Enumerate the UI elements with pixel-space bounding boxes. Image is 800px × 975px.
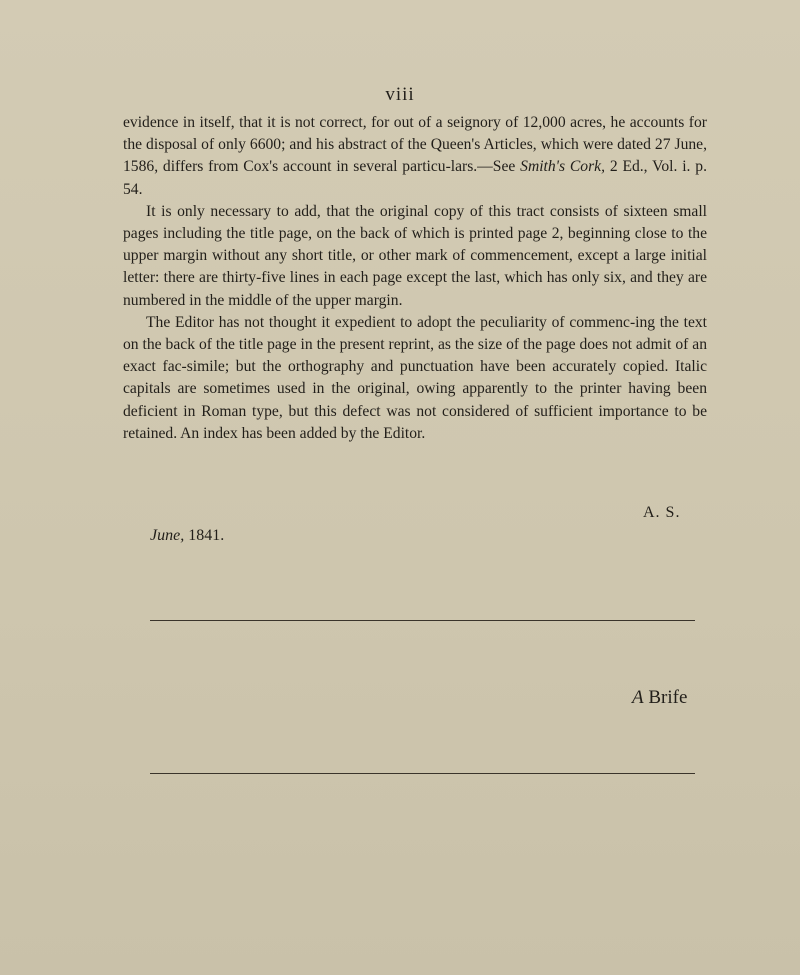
catchword-italic: A	[632, 687, 644, 708]
paragraph-2: It is only necessary to add, that the original copy of this tract consists of sixteen small pages including the title page, on the back of which is printed page 2, beginning close to the upper margin without any short title, or other mark of commencement, except a large initial letter: there are thirty-five lines in each page except the last, which has only six, and they are numbered in the middle of the upper margin.	[123, 202, 707, 309]
citation-title: Smith's Cork,	[520, 158, 605, 176]
dateline	[150, 527, 224, 545]
date-year: 1841.	[184, 527, 225, 544]
citation-details: 2 Ed., Vol. i. p. 54.	[123, 158, 707, 198]
paragraph-1	[123, 112, 707, 201]
top-rule	[150, 620, 695, 621]
editor-signature: A. S.	[643, 504, 681, 521]
paragraph-3: The Editor has not thought it expedient to adopt the peculiarity of commenc-ing the text on the back of the title page in the present reprint, as the size of the page does not admit of an exact fac-simile; but the orthography and punctuation have been accurately copied. Italic capitals are sometimes used in the original, owing apparently to the printer having been deficient in Roman type, but this defect was not considered of sufficient importance to be retained. An index has been added by the Editor.	[123, 313, 707, 442]
paragraph-1-text: evidence in itself, that it is not correct, for out of a seignory of 12,000 acres, he accounts for the disposal of only 6600; and his abstract of the Queen's Articles, which were dated 27 June, 1586, differs from Cox's account in several particu-lars.—See	[123, 114, 707, 176]
catchword-roman: Brife	[643, 687, 688, 708]
body-text	[123, 112, 707, 445]
page-number: viii	[385, 84, 415, 105]
catchword	[632, 687, 687, 709]
date-month: June,	[150, 527, 185, 544]
bottom-rule	[150, 773, 695, 774]
